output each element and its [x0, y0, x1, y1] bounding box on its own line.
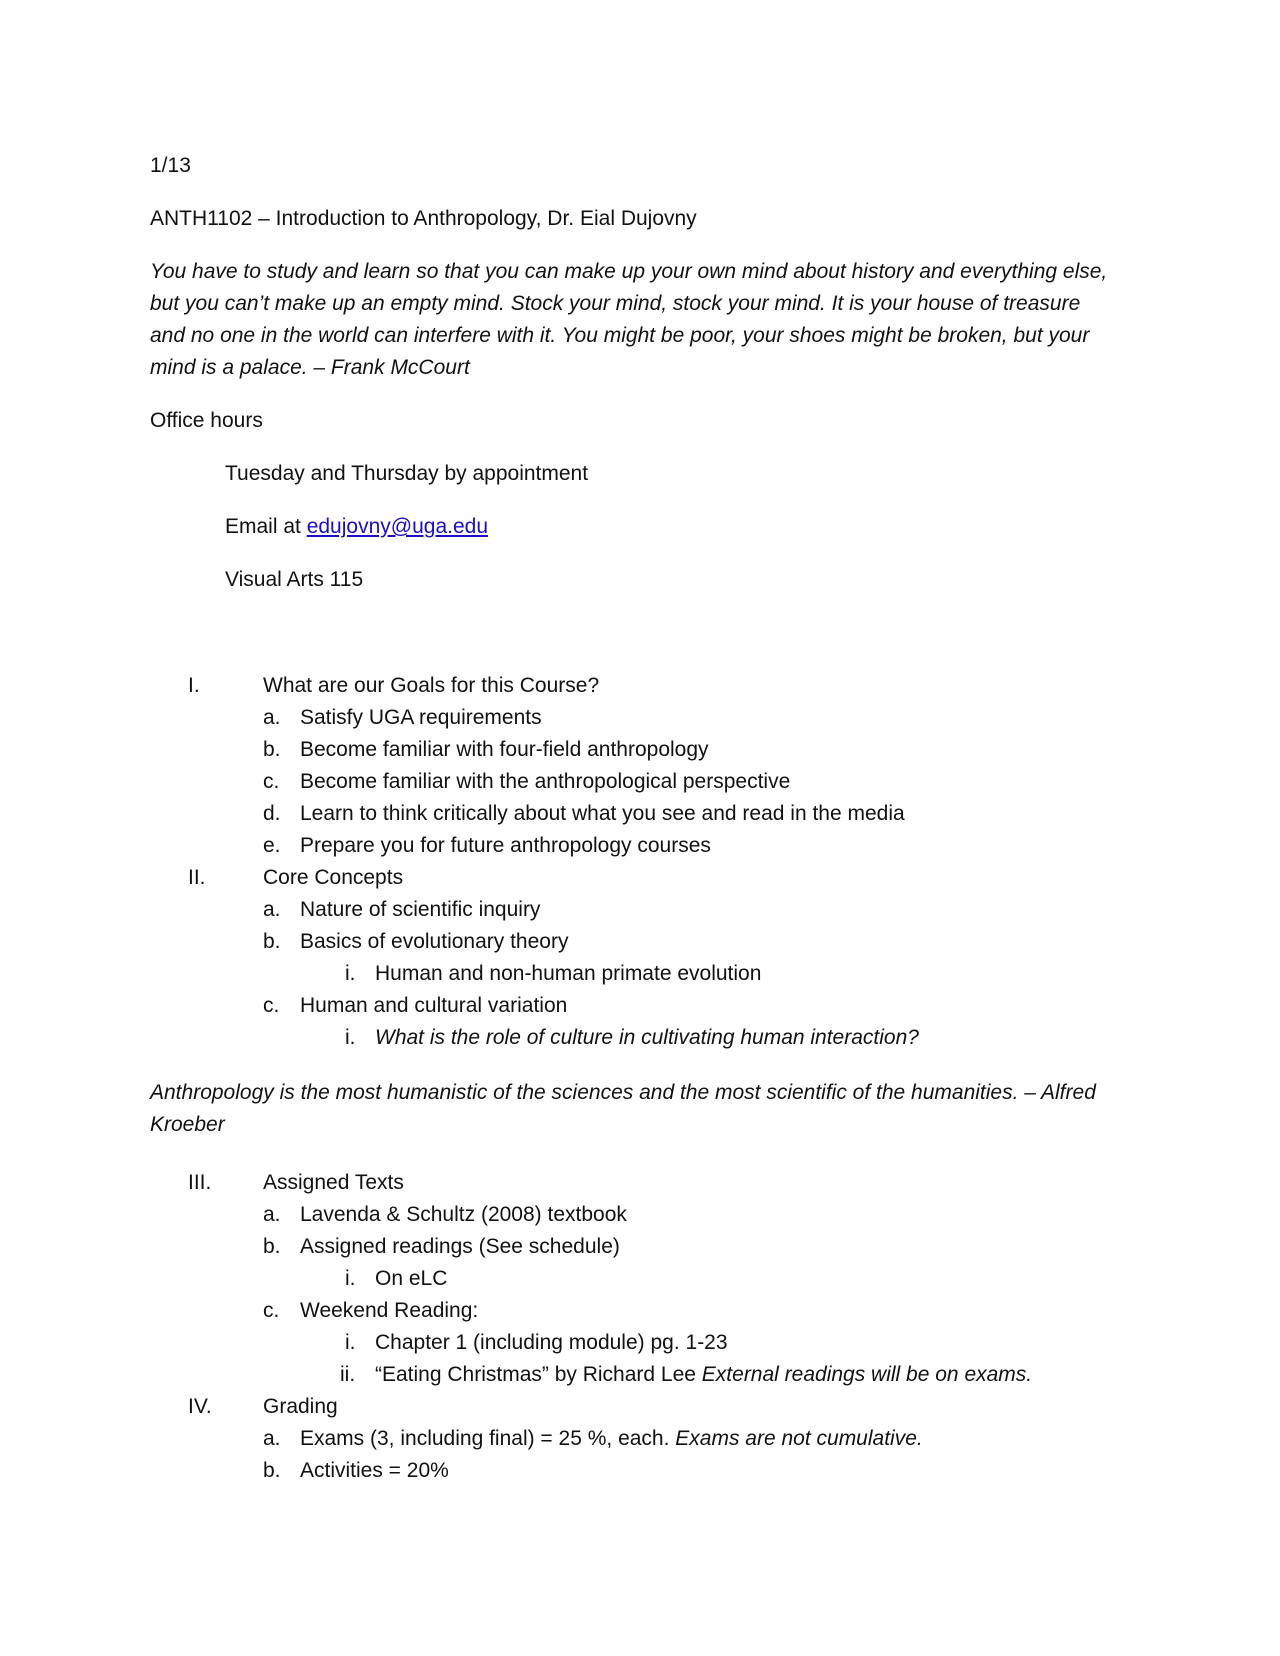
list-item: Weekend Reading:: [300, 1299, 479, 1322]
exams-note: Exams are not cumulative.: [675, 1427, 923, 1450]
email-prefix: Email at: [225, 515, 307, 538]
list-marker: a.: [263, 1427, 281, 1450]
sub-list-item: Human and non-human primate evolution: [375, 962, 762, 985]
list-marker: d.: [263, 802, 281, 825]
list-marker: c.: [263, 770, 280, 793]
list-item: Basics of evolutionary theory: [300, 930, 569, 953]
list-marker: a.: [263, 898, 281, 921]
list-marker: b.: [263, 1459, 281, 1482]
list-item: Human and cultural variation: [300, 994, 568, 1017]
section-3-title: Assigned Texts: [263, 1171, 404, 1194]
office-location: Visual Arts 115: [225, 568, 364, 591]
list-marker: c.: [263, 994, 280, 1017]
exams-text: Exams (3, including final) = 25 %, each.: [300, 1427, 676, 1450]
list-item: Activities = 20%: [300, 1459, 449, 1482]
list-marker: a.: [263, 1203, 281, 1226]
list-marker: b.: [263, 1235, 281, 1258]
date: 1/13: [150, 154, 191, 177]
list-marker: e.: [263, 834, 281, 857]
list-marker: c.: [263, 1299, 280, 1322]
list-item: Become familiar with four-field anthropology: [300, 738, 709, 761]
list-marker: b.: [263, 930, 281, 953]
list-item: Assigned readings (See schedule): [300, 1235, 620, 1258]
section-4-title: Grading: [263, 1395, 338, 1418]
sub-list-item: Chapter 1 (including module) pg. 1-23: [375, 1331, 728, 1354]
reading-note: External readings will be on exams.: [701, 1363, 1033, 1386]
list-item: [300, 1423, 923, 1455]
sub-list-marker: ii.: [340, 1363, 356, 1386]
office-hours-schedule: Tuesday and Thursday by appointment: [225, 462, 589, 485]
section-4-number: IV.: [188, 1395, 212, 1418]
list-item: Learn to think critically about what you see and read in the media: [300, 802, 905, 825]
sub-list-marker: i.: [345, 962, 356, 985]
email-line: [225, 511, 488, 543]
sub-list-item: What is the role of culture in cultivating human interaction?: [375, 1026, 919, 1049]
kroeber-quote: Anthropology is the most humanistic of the sciences and the most scientific of the humanities. – Alfred Kroeber: [150, 1081, 1096, 1136]
list-item: Lavenda & Schultz (2008) textbook: [300, 1203, 627, 1226]
list-item: Nature of scientific inquiry: [300, 898, 541, 921]
list-item: Prepare you for future anthropology courses: [300, 834, 711, 857]
mccourt-quote: You have to study and learn so that you can make up your own mind about history and everything else, but you can’t make up an empty mind. Stock your mind, stock your mind. It is your house of treasure and no one in the world can interfere with it. You might be poor, your shoes might be broken, but your mind is a palace. – Frank McCourt: [150, 260, 1108, 379]
email-link[interactable]: edujovny@uga.edu: [306, 515, 488, 538]
course-title: ANTH1102 – Introduction to Anthropology, Dr. Eial Dujovny: [150, 207, 697, 230]
section-1-number: I.: [188, 674, 200, 697]
sub-list-item: On eLC: [375, 1267, 448, 1290]
sub-list-marker: i.: [345, 1267, 356, 1290]
sub-list-marker: i.: [345, 1331, 356, 1354]
sub-list-marker: i.: [345, 1026, 356, 1049]
section-3-number: III.: [188, 1171, 212, 1194]
office-hours-heading: Office hours: [150, 409, 263, 432]
list-item: Become familiar with the anthropological perspective: [300, 770, 791, 793]
section-2-title: Core Concepts: [263, 866, 404, 889]
section-1-title: What are our Goals for this Course?: [263, 674, 600, 697]
sub-list-item: [375, 1359, 1032, 1391]
list-item: Satisfy UGA requirements: [300, 706, 542, 729]
section-2-number: II.: [188, 866, 206, 889]
reading-title: “Eating Christmas” by Richard Lee: [375, 1363, 702, 1386]
list-marker: b.: [263, 738, 281, 761]
list-marker: a.: [263, 706, 281, 729]
